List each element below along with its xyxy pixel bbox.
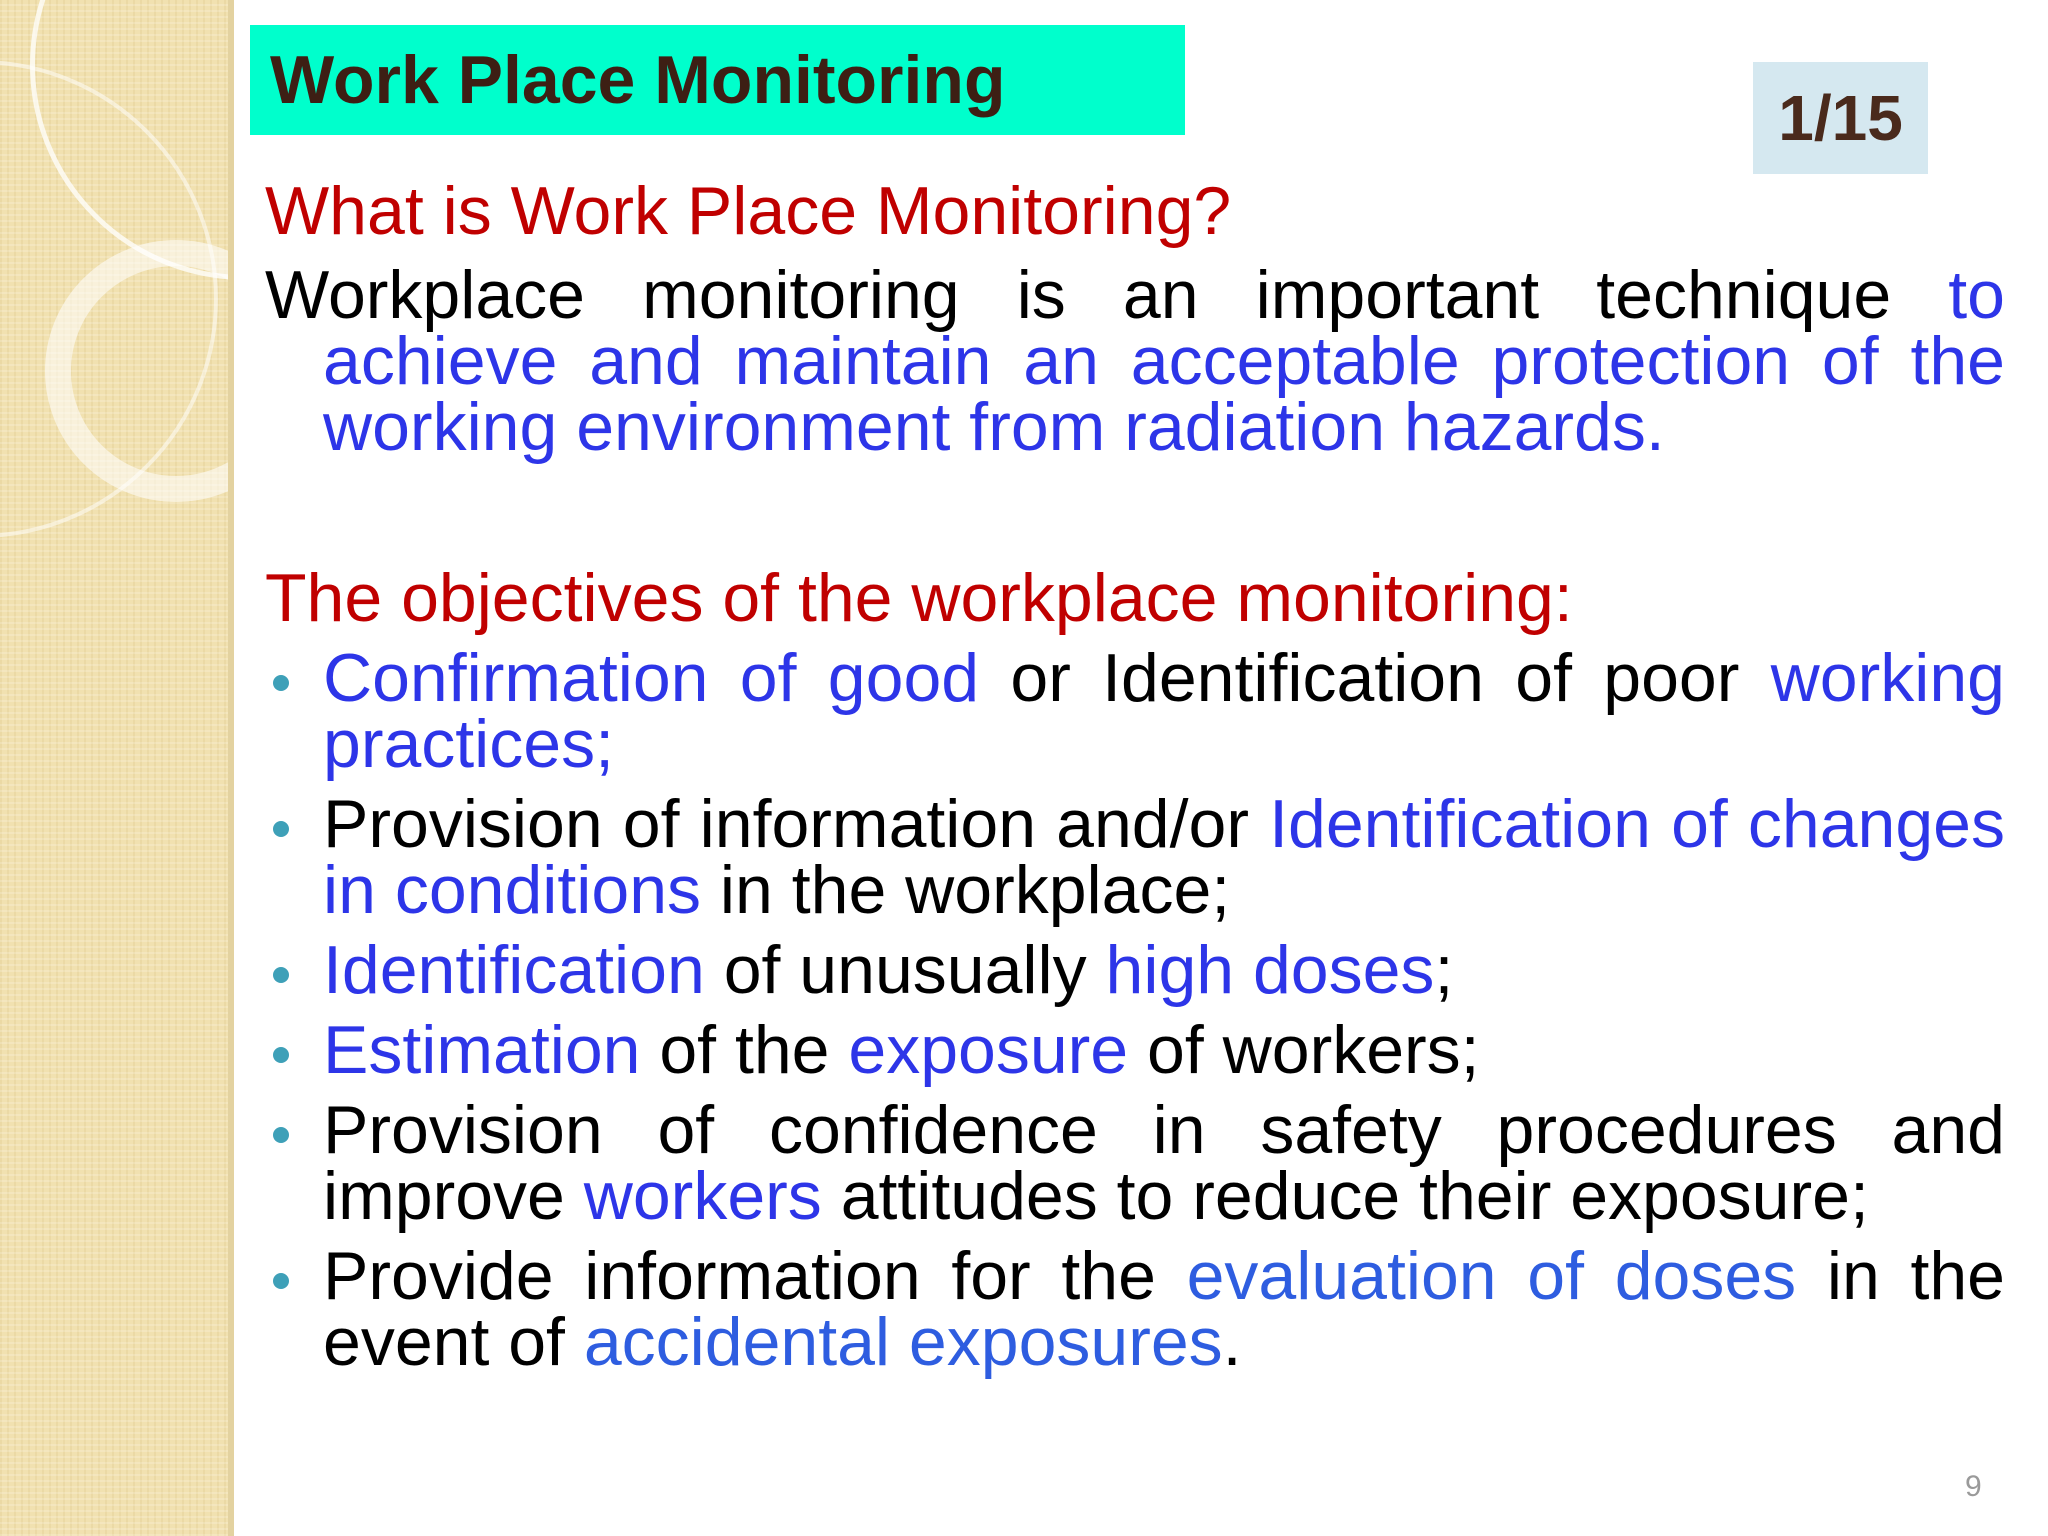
bullet-text: of the: [640, 1012, 849, 1088]
objectives-heading: The objectives of the workplace monitoring:: [265, 560, 1573, 636]
bullet-text: in the event of: [323, 1238, 2005, 1380]
definition-text: Workplace monitoring is an important technique: [265, 257, 1949, 333]
bullet-text-emphasis: accidental exposures: [583, 1304, 1223, 1380]
bullet-text-emphasis: workers: [583, 1158, 822, 1234]
bullet-text-emphasis: Identification of changes in conditions: [323, 786, 2005, 928]
list-item: [265, 932, 2005, 1008]
bullet-text-emphasis: high doses: [1105, 932, 1435, 1008]
list-item: [265, 1012, 2005, 1088]
decorative-side-panel: [0, 0, 234, 1536]
bullet-text: ;: [1434, 932, 1454, 1008]
list-item: [265, 640, 2005, 782]
bullet-text: attitudes to reduce their exposure;: [821, 1158, 1869, 1234]
slide-counter: 1/15: [1753, 62, 1928, 174]
bullet-icon: [273, 1127, 289, 1143]
bullet-icon: [273, 967, 289, 983]
bullet-text: Provide information for the: [323, 1238, 1187, 1314]
bullet-text: Provision of confidence in safety procedures and improve: [323, 1092, 2005, 1234]
bullet-text: Provision of information and/or: [323, 786, 1270, 862]
bullet-icon: [273, 821, 289, 837]
objectives-list: [265, 640, 2005, 1380]
list-item: [265, 786, 2005, 928]
bullet-text: of unusually: [704, 932, 1106, 1008]
bullet-text: of workers;: [1128, 1012, 1480, 1088]
bullet-text: in the workplace;: [701, 852, 1231, 928]
question-heading: What is Work Place Monitoring?: [265, 173, 1232, 249]
bullet-text-emphasis: working practices;: [323, 640, 2005, 782]
slide-title-box: [250, 25, 1185, 135]
bullet-text: .: [1222, 1304, 1242, 1380]
bullet-icon: [273, 675, 289, 691]
list-item: [265, 1238, 2005, 1380]
definition-emphasis: to achieve and maintain an acceptable protection of the working environment from radiation hazards.: [323, 257, 2005, 465]
slide-title: Work Place Monitoring: [270, 42, 1006, 118]
list-item: [265, 1092, 2005, 1234]
bullet-text-emphasis: Estimation: [323, 1012, 641, 1088]
definition-paragraph: [265, 257, 2005, 465]
slide-content: [265, 173, 2005, 1380]
bullet-text-emphasis: evaluation of doses: [1186, 1238, 1797, 1314]
bullet-text: or Identification of poor: [979, 640, 1771, 716]
bullet-icon: [273, 1273, 289, 1289]
bullet-text-emphasis: exposure: [848, 1012, 1129, 1088]
page-number: 9: [1965, 1470, 1982, 1503]
bullet-text-emphasis: Identification: [323, 932, 705, 1008]
bullet-text-emphasis: Confirmation of good: [323, 640, 980, 716]
bullet-icon: [273, 1047, 289, 1063]
